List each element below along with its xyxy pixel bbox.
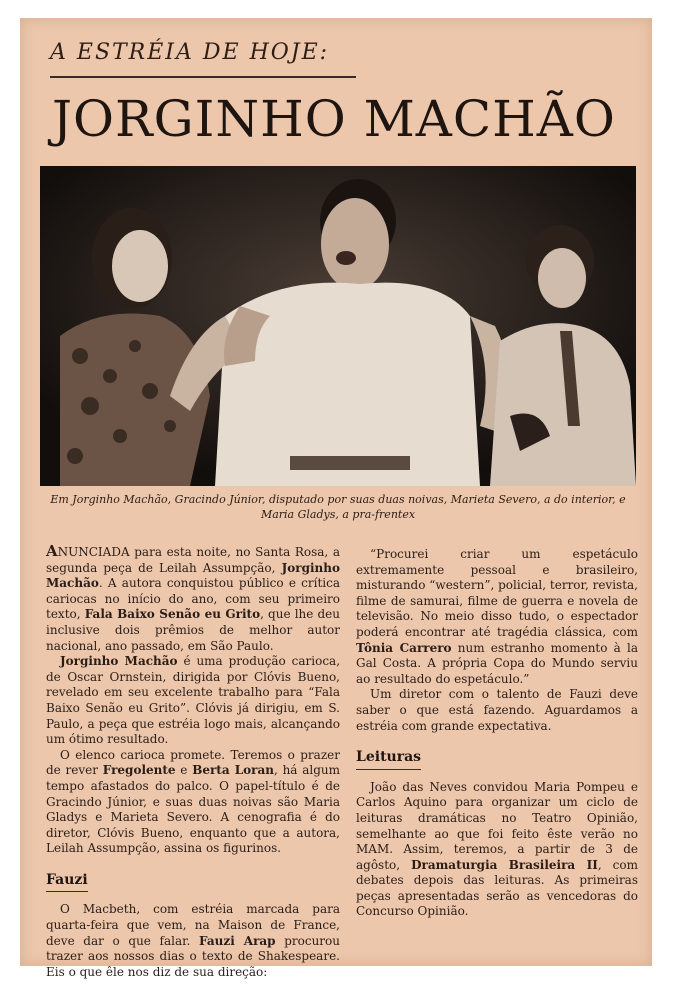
paragraph-production: Jorginho Machão é uma produção carioca, de Oscar Ornstein, dirigida por Clóvis Bueno, revelado em seu excelente trabalho para “Fala Baixo Senão eu Grito”. Clóvis já dirigiu, em S. Paulo, a peça que estréia logo mais, alcançando um ótimo resultado.: [46, 654, 341, 747]
kicker-underline: [50, 76, 356, 78]
paragraph-intro: ANUNCIADA para esta noite, no Santa Rosa, a segunda peça de Leilah Assumpção, Jorginho Machão. A autora conquistou público e crítica cariocas no início do ano, com seu primeiro texto, Fala Baixo Senão eu Grito, que lhe deu inclusive dois prêmios de melhor autor nacional, ano passado, em São Paulo.: [46, 542, 340, 653]
section-title-fauzi: Fauzi: [46, 873, 88, 893]
paragraph-leituras: João das Neves convidou Maria Pompeu e Carlos Aquino para organizar um ciclo de leituras dramáticas no Teatro Opinião, semelhante ao que foi feito êste verão no MAM. Assim, teremos, a partir de 3 de agôsto, Dramaturgia Brasileira II, com debates depois das leituras. As primeiras peças apresentadas serão as vencedoras do Concurso Opinião.: [356, 779, 638, 919]
photo-illustration: [40, 166, 636, 486]
headline: JORGINHO MACHÃO: [52, 90, 616, 148]
newspaper-clipping: [20, 18, 652, 979]
kicker-title: A ESTRÉIA DE HOJE:: [50, 40, 330, 65]
article-photo: [40, 166, 636, 486]
section-title-leituras: Leituras: [356, 750, 421, 770]
drop-cap: A: [46, 542, 58, 560]
article-column-left: [46, 544, 340, 980]
article-column-right: [356, 547, 638, 920]
paragraph-fauzi-quote: “Procurei criar um espetáculo extremamente pessoal e brasileiro, misturando “western”, policial, terror, revista, filme de samurai, filme de guerra e novela de televisão. No meio disso tudo, o espectador poderá encontrar até tragédia clássica, com Tônia Carrero num estranho momento à la Gal Costa. A própria Copa do Mundo serviu ao resultado do espetáculo.”: [356, 547, 638, 686]
paragraph-fauzi-closing: Um diretor com o talento de Fauzi deve saber o que está fazendo. Aguardamos a estréia com grande expectativa.: [356, 687, 638, 733]
paragraph-cast: O elenco carioca promete. Teremos o prazer de rever Fregolente e Berta Loran, há algum tempo afastados do palco. O papel-título é de Gracindo Júnior, e suas duas noivas são Maria Gladys e Marieta Severo. A cenografia é do diretor, Clóvis Bueno, enquanto que a autora, Leilah Assumpção, assina os figurinos.: [46, 747, 341, 856]
paragraph-fauzi-1: O Macbeth, com estréia marcada para quarta-feira que vem, na Maison de France, deve dar o que falar. Fauzi Arap procurou trazer aos nossos dias o texto de Shakespeare. Eis o que êle nos diz de sua direção:: [46, 902, 340, 979]
photo-caption: Em Jorginho Machão, Gracindo Júnior, disputado por suas duas noivas, Marieta Severo, a do interior, e Maria Gladys, a pra-frentex: [50, 493, 626, 521]
